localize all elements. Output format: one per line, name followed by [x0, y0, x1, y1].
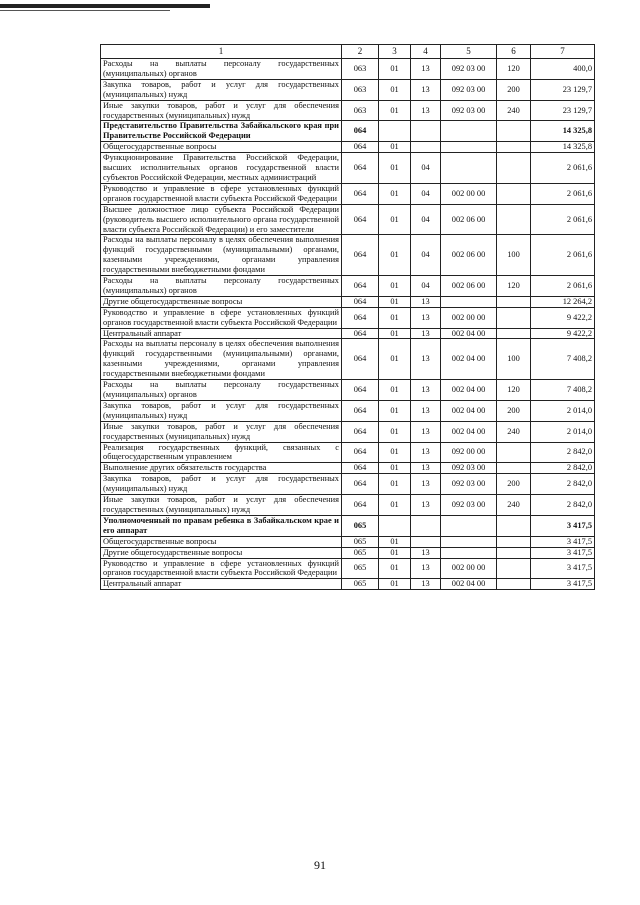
expense-type-code: [497, 515, 531, 536]
table-body: [101, 59, 595, 590]
target-article-code: 002 00 00: [441, 307, 497, 328]
admin-code: 065: [342, 547, 379, 558]
table-row: [101, 59, 595, 80]
admin-code: 065: [342, 579, 379, 590]
admin-code: 064: [342, 121, 379, 142]
budget-table: [100, 44, 595, 590]
table-row: [101, 400, 595, 421]
expense-type-code: 100: [497, 235, 531, 276]
amount: 3 417,5: [531, 515, 595, 536]
table-row: [101, 442, 595, 463]
subsection-code: 13: [411, 307, 441, 328]
expense-type-code: 240: [497, 100, 531, 121]
section-code: 01: [379, 463, 411, 474]
amount: 2 842,0: [531, 495, 595, 516]
target-article-code: [441, 142, 497, 153]
subsection-code: 04: [411, 204, 441, 235]
table-row: [101, 296, 595, 307]
row-name: Закупка товаров, работ и услуг для государственных (муниципальных) нужд: [101, 79, 342, 100]
admin-code: 065: [342, 536, 379, 547]
table-row: [101, 558, 595, 579]
admin-code: 064: [342, 276, 379, 297]
admin-code: 064: [342, 400, 379, 421]
target-article-code: 092 03 00: [441, 495, 497, 516]
admin-code: 064: [342, 474, 379, 495]
amount: 2 014,0: [531, 421, 595, 442]
expense-type-code: 120: [497, 380, 531, 401]
row-name: Представительство Правительства Забайкальского края при Правительстве Российской Федерации: [101, 121, 342, 142]
section-code: [379, 515, 411, 536]
row-name: Расходы на выплаты персоналу государственных (муниципальных) органов: [101, 380, 342, 401]
row-name: Общегосударственные вопросы: [101, 536, 342, 547]
table-row: [101, 474, 595, 495]
row-name: Иные закупки товаров, работ и услуг для обеспечения государственных (муниципальных) нужд: [101, 421, 342, 442]
table-row: [101, 339, 595, 380]
table-row: [101, 328, 595, 339]
admin-code: 065: [342, 515, 379, 536]
expense-type-code: [497, 463, 531, 474]
amount: 14 325,8: [531, 142, 595, 153]
table-row: [101, 276, 595, 297]
row-name: Расходы на выплаты персоналу в целях обеспечения выполнения функций государственными (муниципальными) органами, казенными учреждениями, органами управления государственными внебюджетными фондами: [101, 235, 342, 276]
admin-code: 064: [342, 463, 379, 474]
table-row: [101, 579, 595, 590]
table-row: [101, 183, 595, 204]
table-row: [101, 204, 595, 235]
expense-type-code: [497, 153, 531, 184]
table-row: [101, 100, 595, 121]
admin-code: 064: [342, 339, 379, 380]
row-name: Общегосударственные вопросы: [101, 142, 342, 153]
expense-type-code: 200: [497, 400, 531, 421]
table-row: [101, 235, 595, 276]
row-name: Другие общегосударственные вопросы: [101, 296, 342, 307]
page-number: 91: [314, 858, 326, 872]
amount: 2 842,0: [531, 442, 595, 463]
row-name: Реализация государственных функций, связанных с общегосударственным управлением: [101, 442, 342, 463]
header-row: [101, 45, 595, 59]
scan-artifact: [0, 4, 210, 8]
section-code: 01: [379, 307, 411, 328]
section-code: 01: [379, 536, 411, 547]
expense-type-code: [497, 579, 531, 590]
row-name: Выполнение других обязательств государства: [101, 463, 342, 474]
amount: 9 422,2: [531, 307, 595, 328]
table-row: [101, 121, 595, 142]
target-article-code: 002 04 00: [441, 339, 497, 380]
row-name: Расходы на выплаты персоналу государственных (муниципальных) органов: [101, 276, 342, 297]
row-name: Высшее должностное лицо субъекта Российской Федерации (руководитель высшего исполнительного органа государственной власти субъекта Российской Федерации) и его заместители: [101, 204, 342, 235]
expense-type-code: [497, 121, 531, 142]
row-name: Центральный аппарат: [101, 579, 342, 590]
table-row: [101, 515, 595, 536]
subsection-code: 13: [411, 442, 441, 463]
admin-code: 063: [342, 100, 379, 121]
target-article-code: 092 00 00: [441, 442, 497, 463]
section-code: 01: [379, 400, 411, 421]
section-code: 01: [379, 183, 411, 204]
target-article-code: 002 06 00: [441, 204, 497, 235]
target-article-code: 002 00 00: [441, 558, 497, 579]
amount: 9 422,2: [531, 328, 595, 339]
subsection-code: 13: [411, 579, 441, 590]
table-row: [101, 153, 595, 184]
amount: 2 014,0: [531, 400, 595, 421]
amount: 2 842,0: [531, 463, 595, 474]
section-code: 01: [379, 495, 411, 516]
expense-type-code: [497, 296, 531, 307]
expense-type-code: 240: [497, 495, 531, 516]
target-article-code: [441, 153, 497, 184]
admin-code: 064: [342, 204, 379, 235]
section-code: 01: [379, 276, 411, 297]
row-name: Иные закупки товаров, работ и услуг для обеспечения государственных (муниципальных) нужд: [101, 495, 342, 516]
admin-code: 065: [342, 558, 379, 579]
row-name: Закупка товаров, работ и услуг для государственных (муниципальных) нужд: [101, 400, 342, 421]
subsection-code: 13: [411, 474, 441, 495]
section-code: [379, 121, 411, 142]
expense-type-code: 240: [497, 421, 531, 442]
expense-type-code: [497, 183, 531, 204]
expense-type-code: 200: [497, 79, 531, 100]
section-code: 01: [379, 204, 411, 235]
amount: 3 417,5: [531, 536, 595, 547]
admin-code: 063: [342, 59, 379, 80]
table-row: [101, 142, 595, 153]
subsection-code: [411, 121, 441, 142]
amount: 2 061,6: [531, 235, 595, 276]
section-code: 01: [379, 579, 411, 590]
admin-code: 064: [342, 153, 379, 184]
amount: 2 061,6: [531, 183, 595, 204]
row-name: Другие общегосударственные вопросы: [101, 547, 342, 558]
table-row: [101, 421, 595, 442]
subsection-code: 13: [411, 547, 441, 558]
target-article-code: 002 04 00: [441, 380, 497, 401]
subsection-code: 13: [411, 421, 441, 442]
admin-code: 064: [342, 328, 379, 339]
scan-artifact-line: [0, 10, 170, 11]
section-code: 01: [379, 442, 411, 463]
section-code: 01: [379, 547, 411, 558]
target-article-code: 002 00 00: [441, 183, 497, 204]
admin-code: 064: [342, 235, 379, 276]
row-name: Расходы на выплаты персоналу в целях обеспечения выполнения функций государственными (муниципальными) органами, казенными учреждениями, органами управления государственными внебюджетными фондами: [101, 339, 342, 380]
admin-code: 064: [342, 183, 379, 204]
table-row: [101, 79, 595, 100]
subsection-code: 13: [411, 79, 441, 100]
expense-type-code: 120: [497, 276, 531, 297]
section-code: 01: [379, 100, 411, 121]
target-article-code: 092 03 00: [441, 100, 497, 121]
expense-type-code: [497, 328, 531, 339]
expense-type-code: 100: [497, 339, 531, 380]
table-row: [101, 536, 595, 547]
admin-code: 064: [342, 380, 379, 401]
subsection-code: [411, 142, 441, 153]
subsection-code: 04: [411, 276, 441, 297]
subsection-code: 13: [411, 558, 441, 579]
target-article-code: 002 04 00: [441, 400, 497, 421]
target-article-code: 092 03 00: [441, 474, 497, 495]
target-article-code: [441, 296, 497, 307]
expense-type-code: [497, 204, 531, 235]
target-article-code: 002 06 00: [441, 276, 497, 297]
header-col-3: 3: [379, 45, 411, 59]
amount: 2 061,6: [531, 276, 595, 297]
target-article-code: 092 03 00: [441, 463, 497, 474]
target-article-code: 002 04 00: [441, 421, 497, 442]
table-row: [101, 380, 595, 401]
subsection-code: 13: [411, 339, 441, 380]
target-article-code: [441, 547, 497, 558]
amount: 2 061,6: [531, 204, 595, 235]
table-row: [101, 307, 595, 328]
expense-type-code: [497, 536, 531, 547]
expense-type-code: [497, 547, 531, 558]
header-col-1: 1: [101, 45, 342, 59]
row-name: Расходы на выплаты персоналу государственных (муниципальных) органов: [101, 59, 342, 80]
subsection-code: 13: [411, 59, 441, 80]
expense-type-code: 200: [497, 474, 531, 495]
header-col-4: 4: [411, 45, 441, 59]
row-name: Закупка товаров, работ и услуг для государственных (муниципальных) нужд: [101, 474, 342, 495]
amount: 7 408,2: [531, 339, 595, 380]
table-row: [101, 547, 595, 558]
header-col-7: 7: [531, 45, 595, 59]
table-row: [101, 463, 595, 474]
row-name: Руководство и управление в сфере установленных функций органов государственной власти субъекта Российской Федерации: [101, 558, 342, 579]
subsection-code: 04: [411, 153, 441, 184]
row-name: Уполномоченный по правам ребенка в Забайкальском крае и его аппарат: [101, 515, 342, 536]
expense-type-code: [497, 307, 531, 328]
section-code: 01: [379, 380, 411, 401]
expense-type-code: [497, 558, 531, 579]
amount: 23 129,7: [531, 100, 595, 121]
section-code: 01: [379, 328, 411, 339]
header-col-6: 6: [497, 45, 531, 59]
admin-code: 063: [342, 79, 379, 100]
section-code: 01: [379, 59, 411, 80]
admin-code: 064: [342, 142, 379, 153]
amount: 14 325,8: [531, 121, 595, 142]
subsection-code: [411, 536, 441, 547]
row-name: Руководство и управление в сфере установленных функций органов государственной власти субъекта Российской Федерации: [101, 307, 342, 328]
section-code: 01: [379, 79, 411, 100]
subsection-code: [411, 515, 441, 536]
amount: 2 842,0: [531, 474, 595, 495]
row-name: Функционирование Правительства Российской Федерации, высших исполнительных органов государственной власти субъектов Российской Федерации, местных администраций: [101, 153, 342, 184]
target-article-code: [441, 515, 497, 536]
expense-type-code: 120: [497, 59, 531, 80]
section-code: 01: [379, 142, 411, 153]
section-code: 01: [379, 153, 411, 184]
subsection-code: 13: [411, 463, 441, 474]
row-name: Центральный аппарат: [101, 328, 342, 339]
admin-code: 064: [342, 296, 379, 307]
section-code: 01: [379, 235, 411, 276]
header-col-2: 2: [342, 45, 379, 59]
subsection-code: 13: [411, 328, 441, 339]
amount: 12 264,2: [531, 296, 595, 307]
target-article-code: [441, 121, 497, 142]
table-row: [101, 495, 595, 516]
amount: 3 417,5: [531, 547, 595, 558]
admin-code: 064: [342, 442, 379, 463]
amount: 3 417,5: [531, 579, 595, 590]
target-article-code: 002 04 00: [441, 328, 497, 339]
target-article-code: 092 03 00: [441, 79, 497, 100]
subsection-code: 13: [411, 380, 441, 401]
section-code: 01: [379, 339, 411, 380]
subsection-code: 13: [411, 100, 441, 121]
target-article-code: 092 03 00: [441, 59, 497, 80]
amount: 23 129,7: [531, 79, 595, 100]
expense-type-code: [497, 142, 531, 153]
subsection-code: 13: [411, 296, 441, 307]
admin-code: 064: [342, 495, 379, 516]
section-code: 01: [379, 421, 411, 442]
section-code: 01: [379, 474, 411, 495]
row-name: Иные закупки товаров, работ и услуг для обеспечения государственных (муниципальных) нужд: [101, 100, 342, 121]
expense-type-code: [497, 442, 531, 463]
amount: 3 417,5: [531, 558, 595, 579]
subsection-code: 04: [411, 183, 441, 204]
amount: 400,0: [531, 59, 595, 80]
target-article-code: [441, 536, 497, 547]
section-code: 01: [379, 296, 411, 307]
header-col-5: 5: [441, 45, 497, 59]
subsection-code: 13: [411, 495, 441, 516]
subsection-code: 13: [411, 400, 441, 421]
admin-code: 064: [342, 421, 379, 442]
subsection-code: 04: [411, 235, 441, 276]
amount: 7 408,2: [531, 380, 595, 401]
target-article-code: 002 06 00: [441, 235, 497, 276]
target-article-code: 002 04 00: [441, 579, 497, 590]
amount: 2 061,6: [531, 153, 595, 184]
section-code: 01: [379, 558, 411, 579]
row-name: Руководство и управление в сфере установленных функций органов государственной власти субъекта Российской Федерации: [101, 183, 342, 204]
admin-code: 064: [342, 307, 379, 328]
